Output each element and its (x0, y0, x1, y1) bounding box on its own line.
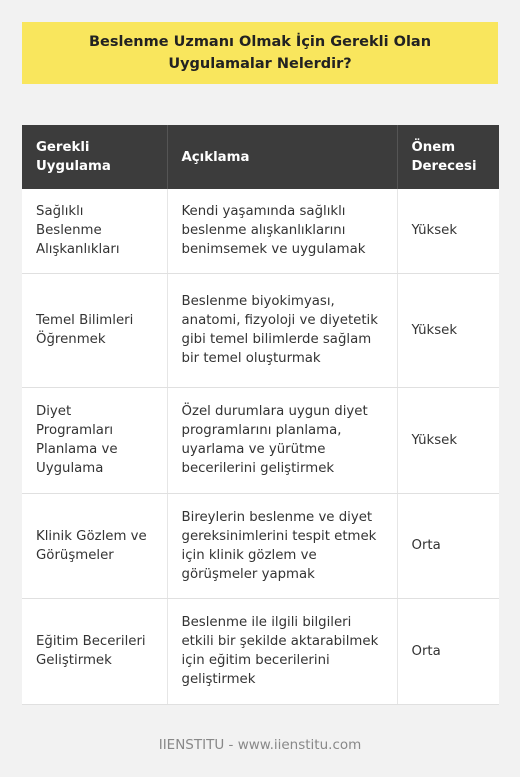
footer-credit: IIENSTITU - www.iienstitu.com (158, 737, 362, 753)
table-row (22, 493, 499, 598)
table-row (22, 273, 499, 387)
description-cell: Özel durumlara uygun diyet programlarını planlama, uyarlama ve yürütme becerilerini geliştirmek (167, 387, 397, 493)
practice-cell: Eğitim Becerileri Geliştirmek (22, 598, 167, 704)
header-practice: Gerekli Uygulama (22, 125, 167, 189)
table-row (22, 598, 499, 704)
table-header-row (22, 125, 499, 189)
page-title: Beslenme Uzmanı Olmak İçin Gerekli Olan Uygulamalar Nelerdir? (22, 22, 498, 84)
importance-cell: Yüksek (397, 189, 499, 273)
importance-cell: Orta (397, 493, 499, 598)
importance-cell: Yüksek (397, 273, 499, 387)
description-cell: Beslenme biyokimyası, anatomi, fizyoloji ve diyetetik gibi temel bilimlerde sağlam bir temel oluşturmak (167, 273, 397, 387)
practices-table (22, 125, 499, 705)
importance-cell: Orta (397, 598, 499, 704)
importance-cell: Yüksek (397, 387, 499, 493)
practice-cell: Diyet Programları Planlama ve Uygulama (22, 387, 167, 493)
description-cell: Beslenme ile ilgili bilgileri etkili bir şekilde aktarabilmek için eğitim becerilerini geliştirmek (167, 598, 397, 704)
header-importance: Önem Derecesi (397, 125, 499, 189)
practice-cell: Temel Bilimleri Öğrenmek (22, 273, 167, 387)
description-cell: Kendi yaşamında sağlıklı beslenme alışkanlıklarını benimsemek ve uygulamak (167, 189, 397, 273)
header-description: Açıklama (167, 125, 397, 189)
table-row (22, 189, 499, 273)
description-cell: Bireylerin beslenme ve diyet gereksinimlerini tespit etmek için klinik gözlem ve görüşmeler yapmak (167, 493, 397, 598)
practice-cell: Sağlıklı Beslenme Alışkanlıkları (22, 189, 167, 273)
table-row (22, 387, 499, 493)
practice-cell: Klinik Gözlem ve Görüşmeler (22, 493, 167, 598)
